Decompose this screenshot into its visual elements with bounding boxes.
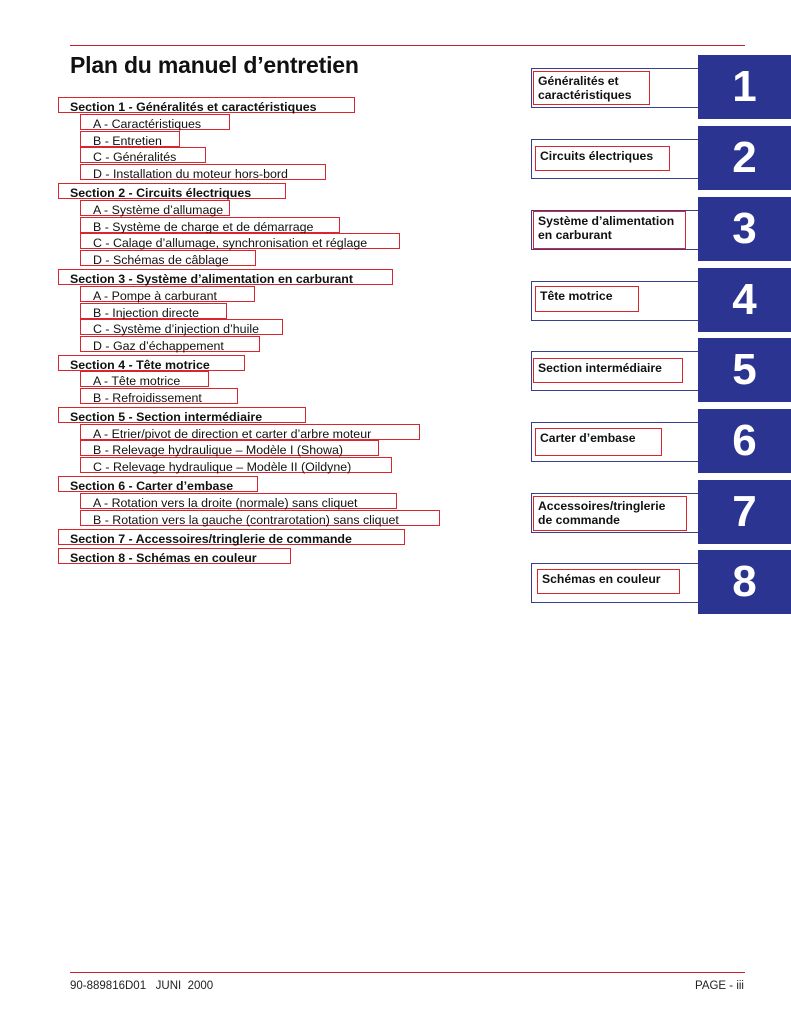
- top-rule: [70, 45, 745, 46]
- tab-label[interactable]: Système d’alimentation en carburant: [533, 211, 686, 249]
- toc-subsection-entry[interactable]: [80, 336, 260, 352]
- toc-subsection-entry[interactable]: [80, 217, 340, 233]
- toc-section-entry[interactable]: [58, 97, 355, 113]
- tab-label[interactable]: Tête motrice: [535, 286, 639, 312]
- toc-entry-label: B - Rotation vers la gauche (contrarotation) sans cliquet: [93, 513, 399, 527]
- toc-entry-label: A - Rotation vers la droite (normale) sans cliquet: [93, 496, 358, 510]
- toc-subsection-entry[interactable]: [80, 440, 379, 456]
- toc-subsection-entry[interactable]: [80, 200, 230, 216]
- toc-entry-label: C - Système d’injection d’huile: [93, 322, 259, 336]
- tab-number[interactable]: 6: [698, 409, 791, 473]
- toc-subsection-entry[interactable]: [80, 286, 255, 302]
- toc-subsection-entry[interactable]: [80, 424, 420, 440]
- toc-section-entry[interactable]: [58, 548, 291, 564]
- toc-subsection-entry[interactable]: [80, 250, 256, 266]
- tab-label[interactable]: Accessoires/tringlerie de commande: [533, 496, 687, 531]
- tab-number[interactable]: 4: [698, 268, 791, 332]
- toc-subsection-entry[interactable]: [80, 164, 326, 180]
- toc-entry-label: B - Système de charge et de démarrage: [93, 220, 314, 234]
- toc-entry-label: Section 3 - Système d’alimentation en carburant: [70, 272, 353, 286]
- toc-subsection-entry[interactable]: [80, 114, 230, 130]
- toc-entry-label: D - Gaz d’échappement: [93, 339, 224, 353]
- footer-page-number: PAGE - iii: [695, 980, 744, 992]
- toc-entry-label: Section 6 - Carter d’embase: [70, 479, 234, 493]
- toc-section-entry[interactable]: [58, 529, 405, 545]
- tab-number[interactable]: 7: [698, 480, 791, 544]
- toc-entry-label: C - Généralités: [93, 150, 177, 164]
- toc-subsection-entry[interactable]: [80, 388, 238, 404]
- toc-entry-label: A - Tête motrice: [93, 374, 181, 388]
- tab-label[interactable]: Carter d’embase: [535, 428, 662, 456]
- toc-entry-label: B - Relevage hydraulique – Modèle I (Showa): [93, 443, 344, 457]
- toc-entry-label: Section 8 - Schémas en couleur: [70, 551, 257, 565]
- tab-label[interactable]: Section intermédiaire: [533, 358, 683, 383]
- toc-subsection-entry[interactable]: [80, 457, 392, 473]
- toc-subsection-entry[interactable]: [80, 493, 397, 509]
- toc-entry-label: A - Pompe à carburant: [93, 289, 217, 303]
- tab-label[interactable]: Généralités et caractéristiques: [533, 71, 650, 105]
- toc-entry-label: A - Caractéristiques: [93, 117, 202, 131]
- toc-entry-label: D - Installation du moteur hors-bord: [93, 167, 288, 181]
- toc-entry-label: Section 5 - Section intermédiaire: [70, 410, 263, 424]
- toc-entry-label: Section 4 - Tête motrice: [70, 358, 210, 372]
- tab-label[interactable]: Schémas en couleur: [537, 569, 680, 594]
- tab-number[interactable]: 2: [698, 126, 791, 190]
- tab-number[interactable]: 3: [698, 197, 791, 261]
- tab-number[interactable]: 5: [698, 338, 791, 402]
- toc-entry-label: Section 7 - Accessoires/tringlerie de commande: [70, 532, 352, 546]
- toc-section-entry[interactable]: [58, 355, 245, 371]
- toc-entry-label: B - Injection directe: [93, 306, 200, 320]
- tab-label[interactable]: Circuits électriques: [535, 146, 670, 171]
- tab-number[interactable]: 8: [698, 550, 791, 614]
- toc-subsection-entry[interactable]: [80, 147, 206, 163]
- toc-subsection-entry[interactable]: [80, 131, 180, 147]
- toc-subsection-entry[interactable]: [80, 303, 227, 319]
- toc-entry-label: A - Système d’allumage: [93, 203, 224, 217]
- toc-subsection-entry[interactable]: [80, 371, 209, 387]
- toc-subsection-entry[interactable]: [80, 233, 400, 249]
- toc-entry-label: Section 1 - Généralités et caractéristiques: [70, 100, 317, 114]
- toc-entry-label: B - Entretien: [93, 134, 162, 148]
- page-title: Plan du manuel d’entretien: [70, 52, 359, 78]
- footer-document-number: 90-889816D01 JUNI 2000: [70, 980, 214, 992]
- toc-entry-label: C - Calage d’allumage, synchronisation et réglage: [93, 236, 368, 250]
- toc-section-entry[interactable]: [58, 476, 258, 492]
- toc-entry-label: A - Etrier/pivot de direction et carter d’arbre moteur: [93, 427, 372, 441]
- toc-section-entry[interactable]: [58, 269, 393, 285]
- toc-subsection-entry[interactable]: [80, 510, 440, 526]
- toc-subsection-entry[interactable]: [80, 319, 283, 335]
- bottom-rule: [70, 972, 745, 973]
- toc-entry-label: B - Refroidissement: [93, 391, 202, 405]
- toc-entry-label: Section 2 - Circuits électriques: [70, 186, 252, 200]
- toc-entry-label: C - Relevage hydraulique – Modèle II (Oildyne): [93, 460, 352, 474]
- tab-number[interactable]: 1: [698, 55, 791, 119]
- toc-section-entry[interactable]: [58, 407, 306, 423]
- toc-section-entry[interactable]: [58, 183, 286, 199]
- toc-entry-label: D - Schémas de câblage: [93, 253, 229, 267]
